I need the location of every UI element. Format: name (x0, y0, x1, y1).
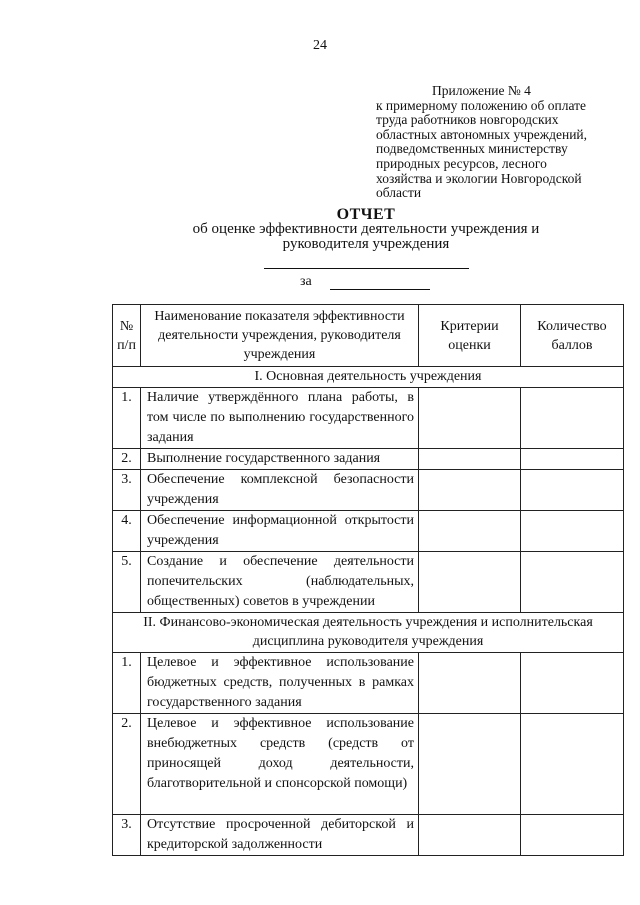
appendix-line: Приложение № 4 (432, 83, 531, 98)
row-points (521, 714, 624, 815)
appendix-line: к примерному положению об оплате (376, 97, 587, 113)
table-row (113, 815, 624, 856)
row-name: Обеспечение комплексной безопасности учреждения (141, 470, 419, 511)
row-num: 3. (113, 815, 141, 856)
section-row (113, 367, 624, 388)
period-line (330, 289, 430, 290)
row-criteria (419, 470, 521, 511)
row-points (521, 449, 624, 470)
row-criteria (419, 552, 521, 613)
row-points (521, 388, 624, 449)
appendix-line: труда работников новгородских (376, 112, 559, 128)
row-name: Выполнение государственного задания (141, 449, 419, 470)
row-name: Наличие утверждённого плана работы, в том числе по выполнению государственного задания (141, 388, 419, 449)
row-num: 1. (113, 653, 141, 714)
row-criteria (419, 511, 521, 552)
row-name: Создание и обеспечение деятельности попечительских (наблюдательных, общественных) советов в учреждении (141, 552, 419, 613)
appendix-block (376, 84, 631, 201)
row-points (521, 470, 624, 511)
row-num: 1. (113, 388, 141, 449)
header-name: Наименование показателя эффективности деятельности учреждения, руководителя учреждения (141, 305, 419, 367)
row-points (521, 815, 624, 856)
table-row (113, 653, 624, 714)
table-header-row (113, 305, 624, 367)
report-title: ОТЧЕТ (336, 206, 396, 223)
header-points: Количество баллов (521, 305, 624, 367)
report-table (112, 304, 624, 856)
row-num: 4. (113, 511, 141, 552)
table-row (113, 714, 624, 815)
report-subtitle: об оценке эффективности деятельности учреждения и руководителя учреждения (192, 221, 540, 252)
section-title: I. Основная деятельность учреждения (113, 367, 624, 388)
appendix-line: областных автономных учреждений, (376, 126, 588, 142)
row-num: 3. (113, 470, 141, 511)
row-criteria (419, 388, 521, 449)
row-criteria (419, 653, 521, 714)
institution-name-line (264, 268, 469, 269)
appendix-line: области (376, 185, 422, 201)
row-name: Обеспечение информационной открытости учреждения (141, 511, 419, 552)
appendix-line: подведомственных министерству (376, 141, 568, 157)
row-name: Целевое и эффективное использование внебюджетных средств (средств от приносящей доход деятельности, благотворительной и спонсорской помощи) (141, 714, 419, 815)
table-row (113, 511, 624, 552)
header-criteria: Критерии оценки (419, 305, 521, 367)
table-row (113, 449, 624, 470)
row-criteria (419, 449, 521, 470)
page-number: 24 (313, 38, 327, 53)
period-label: за (300, 274, 312, 289)
row-num: 2. (113, 449, 141, 470)
row-num: 5. (113, 552, 141, 613)
row-num: 2. (113, 714, 141, 815)
row-points (521, 552, 624, 613)
header-num: № п/п (113, 305, 141, 367)
row-points (521, 653, 624, 714)
appendix-line: природных ресурсов, лесного (376, 155, 547, 171)
appendix-line: хозяйства и экологии Новгородской (376, 170, 582, 186)
section-title: II. Финансово-экономическая деятельность учреждения и исполнительская дисциплина руководителя учреждения (113, 613, 624, 653)
section-row (113, 613, 624, 653)
row-name: Отсутствие просроченной дебиторской и кредиторской задолженности (141, 815, 419, 856)
row-points (521, 511, 624, 552)
row-name: Целевое и эффективное использование бюджетных средств, полученных в рамках государственного задания (141, 653, 419, 714)
row-criteria (419, 714, 521, 815)
table-row (113, 470, 624, 511)
table-row (113, 388, 624, 449)
table-row (113, 552, 624, 613)
row-criteria (419, 815, 521, 856)
